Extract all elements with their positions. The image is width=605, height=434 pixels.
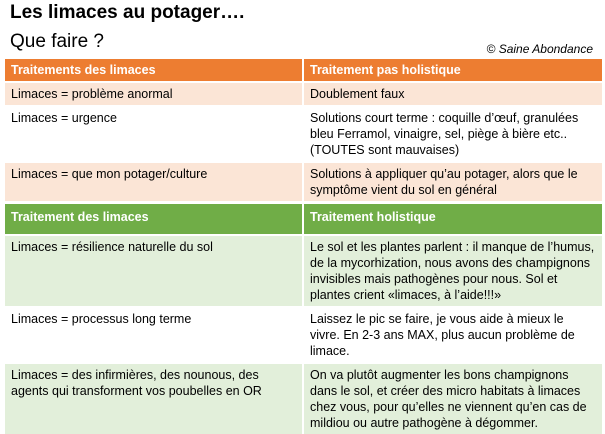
table-row bbox=[5, 82, 602, 106]
header-cell: Traitement des limaces bbox=[5, 204, 303, 235]
table-row bbox=[5, 162, 602, 201]
header-cell: Traitements des limaces bbox=[5, 59, 303, 82]
table-cell: Limaces = des infirmières, des nounous, des agents qui transforment vos poubelles en OR bbox=[5, 363, 303, 434]
header-cell: Traitement pas holistique bbox=[303, 59, 602, 82]
header-cell: Traitement holistique bbox=[303, 204, 602, 235]
table-row bbox=[5, 363, 602, 434]
table-cell: Limaces = résilience naturelle du sol bbox=[5, 235, 303, 307]
table-cell: Limaces = que mon potager/culture bbox=[5, 162, 303, 201]
page-subtitle: Que faire ? bbox=[10, 31, 104, 52]
table-cell: Limaces = urgence bbox=[5, 106, 303, 162]
table-row bbox=[5, 235, 602, 307]
table-header-row bbox=[5, 59, 602, 82]
page-title: Les limaces au potager…. bbox=[10, 2, 245, 23]
table-cell: Solutions court terme : coquille d’œuf, granulées bleu Ferramol, vinaigre, sel, piège à bière etc.. (TOUTES sont mauvaises) bbox=[303, 106, 602, 162]
table-non-holistic bbox=[5, 59, 602, 201]
table-cell: Solutions à appliquer qu’au potager, alors que le symptôme vient du sol en général bbox=[303, 162, 602, 201]
table-cell: Le sol et les plantes parlent : il manque de l’humus, de la mycorhization, nous avons des champignons invisibles mais pathogènes pour nous. Sol et plantes crient «limaces, à l’aide!!!» bbox=[303, 235, 602, 307]
table-cell: Limaces = problème anormal bbox=[5, 82, 303, 106]
table-row bbox=[5, 307, 602, 363]
copyright-notice: © Saine Abondance bbox=[486, 42, 593, 56]
table-cell: Laissez le pic se faire, je vous aide à mieux le vivre. En 2-3 ans MAX, plus aucun problème de limace. bbox=[303, 307, 602, 363]
table-holistic bbox=[5, 204, 602, 434]
table-header-row bbox=[5, 204, 602, 235]
table-cell: Doublement faux bbox=[303, 82, 602, 106]
table-cell: Limaces = processus long terme bbox=[5, 307, 303, 363]
table-cell: On va plutôt augmenter les bons champignons dans le sol, et créer des micro habitats à limaces chez vous, pour qu’elles ne viennent qu’en cas de mildiou ou autre pathogène à dégommer. bbox=[303, 363, 602, 434]
table-row bbox=[5, 106, 602, 162]
